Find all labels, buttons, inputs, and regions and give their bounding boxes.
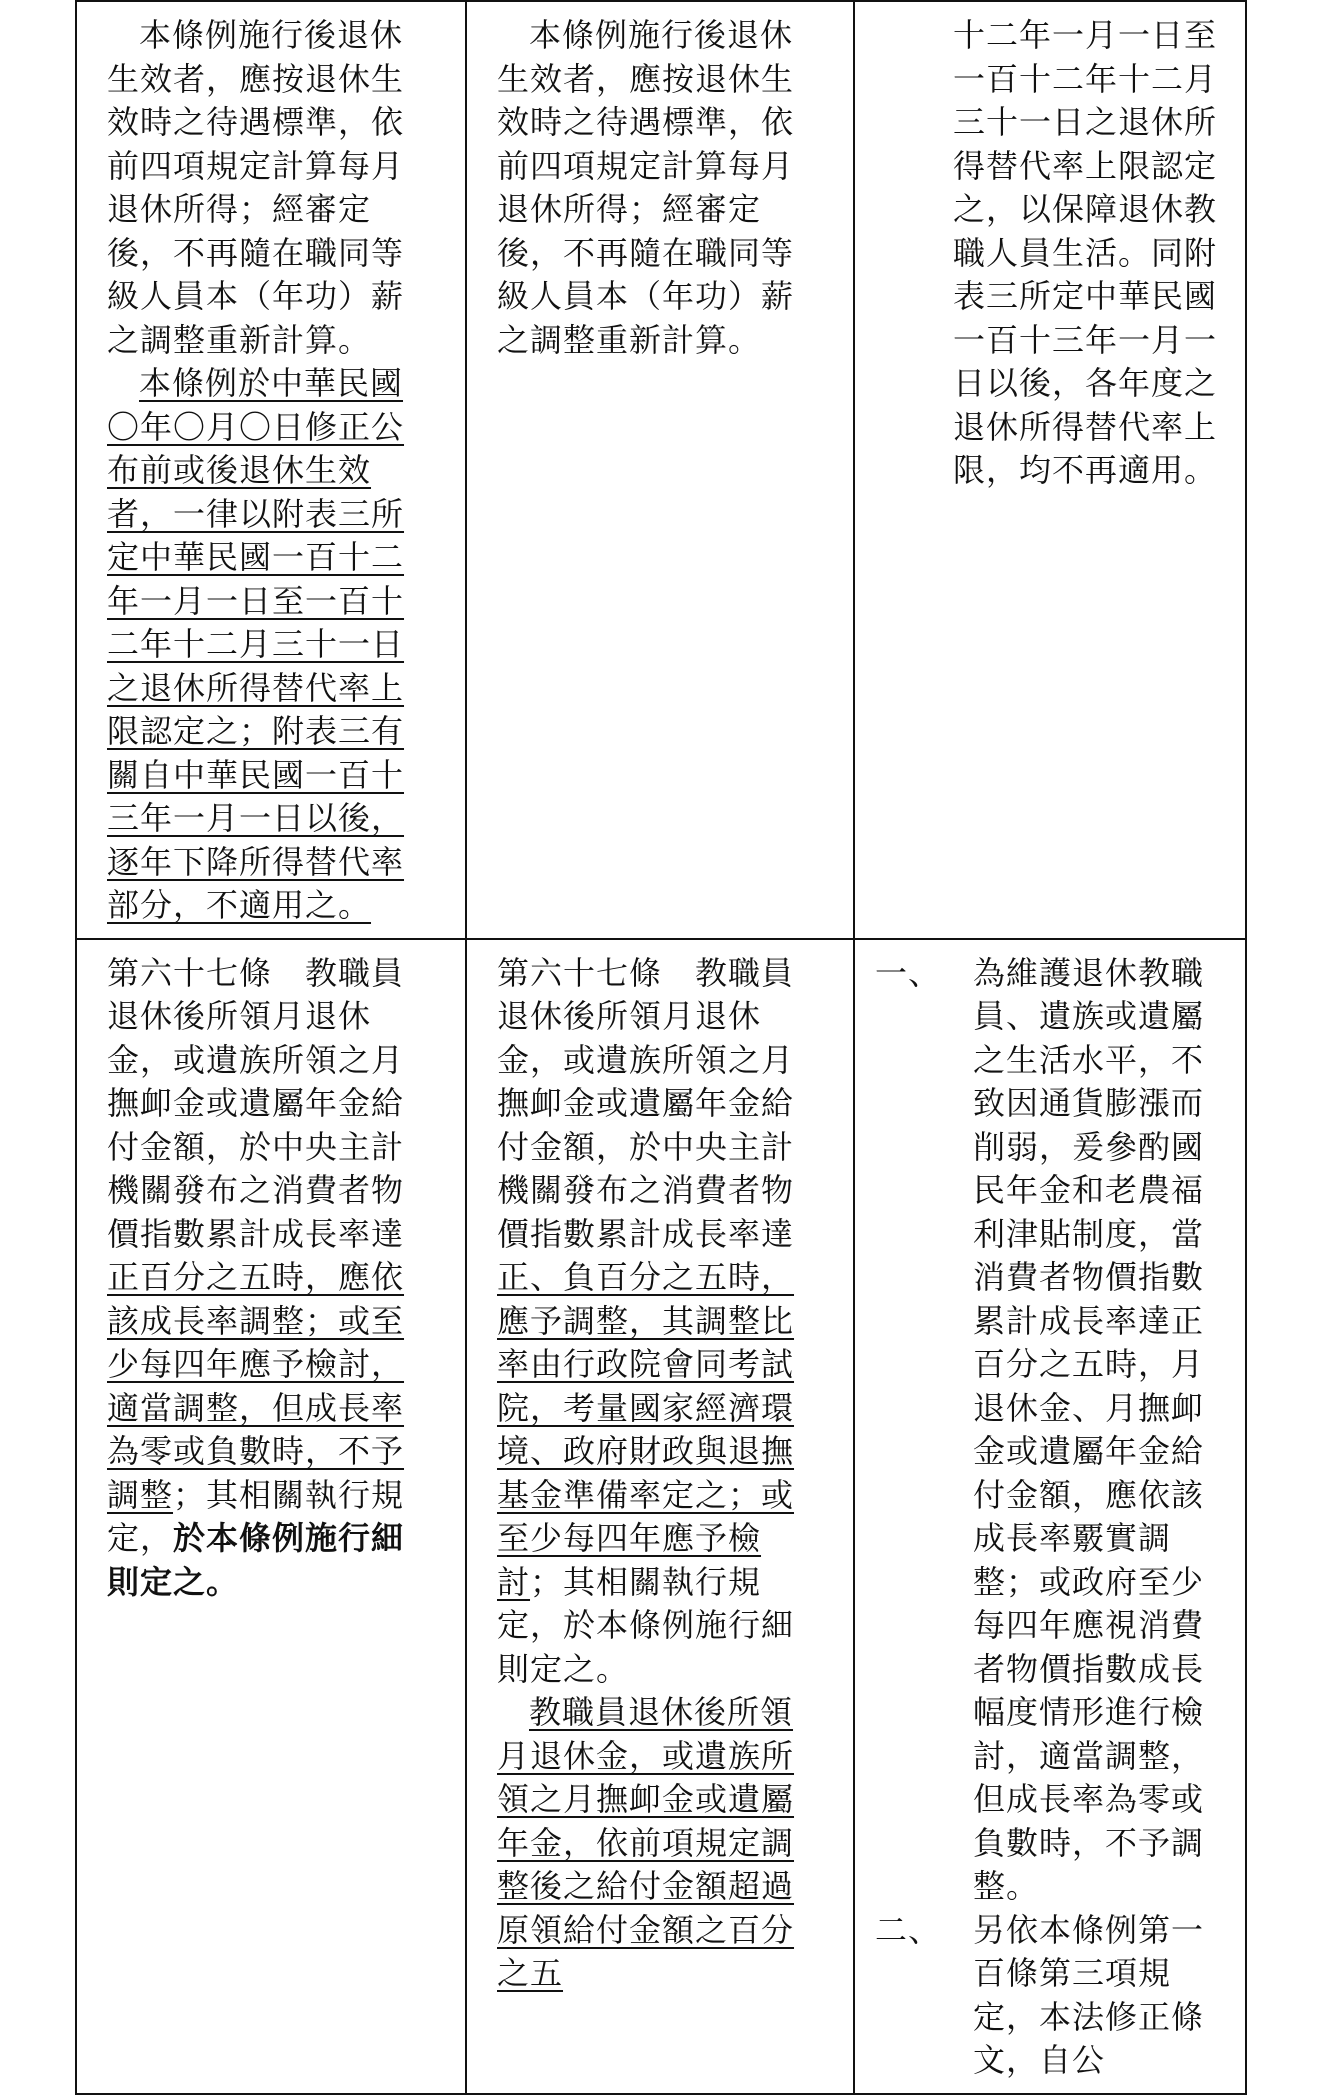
amended-text: 正、負百分之五時，應予調整，其調整比率由行政院會同考試院，考量國家經濟環境、政府財政與退撫基金準備率定之；或至少每四年應予檢討 — [497, 1258, 795, 1601]
comparison-table — [75, 0, 1247, 2095]
article-text: ；其相關執行規定， — [107, 1475, 405, 1557]
article-text: 第六十七條 教職員退休後所領月退休金，或遺族所領之月撫卹金或遺屬年金給付金額，於中央主計機關發布之消費者物價指數累計成長率達 — [497, 953, 795, 1253]
explanation-cell — [854, 1, 1246, 939]
paragraph — [497, 1691, 823, 1996]
paragraph — [107, 362, 435, 928]
amended-text-cell — [76, 1, 466, 939]
item-text: 另依本條例第一百條第三項規定，本法修正條文，自公 — [973, 1910, 1205, 2079]
paragraph — [497, 952, 823, 1692]
list-item — [875, 1909, 1219, 2083]
paragraph: 本條例施行後退休生效者，應按退休生效時之待遇標準，依前四項規定計算每月退休所得；經審定後，不再隨在職同等級人員本（年功）薪之調整重新計算。 — [107, 16, 405, 359]
item-number: 二、 — [875, 1910, 942, 1949]
bold-text: 於本條例施行細則定之。 — [107, 1519, 405, 1601]
table-row — [76, 939, 1246, 2094]
article-text: 第六十七條 教職員退休後所領月退休金，或遺族所領之月撫卹金或遺屬年金給付金額，於中央主計機關發布之消費者物價指數累計成長率達 — [107, 953, 405, 1253]
amended-text: 本條例於中華民國〇年〇月〇日修正公布前或後退休生效者，一律以附表三所定中華民國一百十二年一月一日至一百十二年十二月三十一日之退休所得替代率上限認定之；附表三有關自中華民國一百十三年一月一日以後，逐年下降所得替代率部分，不適用之。 — [107, 364, 405, 924]
table-row — [76, 1, 1246, 939]
amended-text: 教職員退休後所領月退休金，或遺族所領之月撫卹金或遺屬年金，依前項規定調整後之給付金額超過原領給付金額之百分之五 — [497, 1693, 795, 1992]
current-text-cell — [466, 1, 854, 939]
amended-text: 正百分之五時，應依該成長率調整；或至少每四年應予檢討，適當調整，但成長率為零或負數時，不予調整 — [107, 1258, 405, 1514]
item-text: 為維護退休教職員、遺族或遺屬之生活水平，不致因通貨膨漲而削弱，爰參酌國民年金和老農福利津貼制度，當消費者物價指數累計成長率達正百分之五時，月退休金、月撫卹金或遺屬年金給付金額，應依該成長率覈實調整；或政府至少每四年應視消費者物價指數成長幅度情形進行檢討，適當調整，但成長率為零或負數時，不予調整。 — [973, 953, 1205, 1905]
item-number: 一、 — [875, 953, 942, 992]
current-text-cell — [466, 939, 854, 2094]
list-item — [875, 952, 1219, 1909]
article-text: ；其相關執行規定，於本條例施行細則定之。 — [497, 1562, 795, 1688]
explanation-cell — [854, 939, 1246, 2094]
explanation-text: 十二年一月一日至一百十二年十二月三十一日之退休所得替代率上限認定之，以保障退休教職人員生活。同附表三所定中華民國一百十三年一月一日以後，各年度之退休所得替代率上限，均不再適用。 — [953, 16, 1218, 489]
paragraph: 本條例施行後退休生效者，應按退休生效時之待遇標準，依前四項規定計算每月退休所得；經審定後，不再隨在職同等級人員本（年功）薪之調整重新計算。 — [497, 16, 795, 359]
paragraph — [107, 952, 435, 1605]
amended-text-cell — [76, 939, 466, 2094]
